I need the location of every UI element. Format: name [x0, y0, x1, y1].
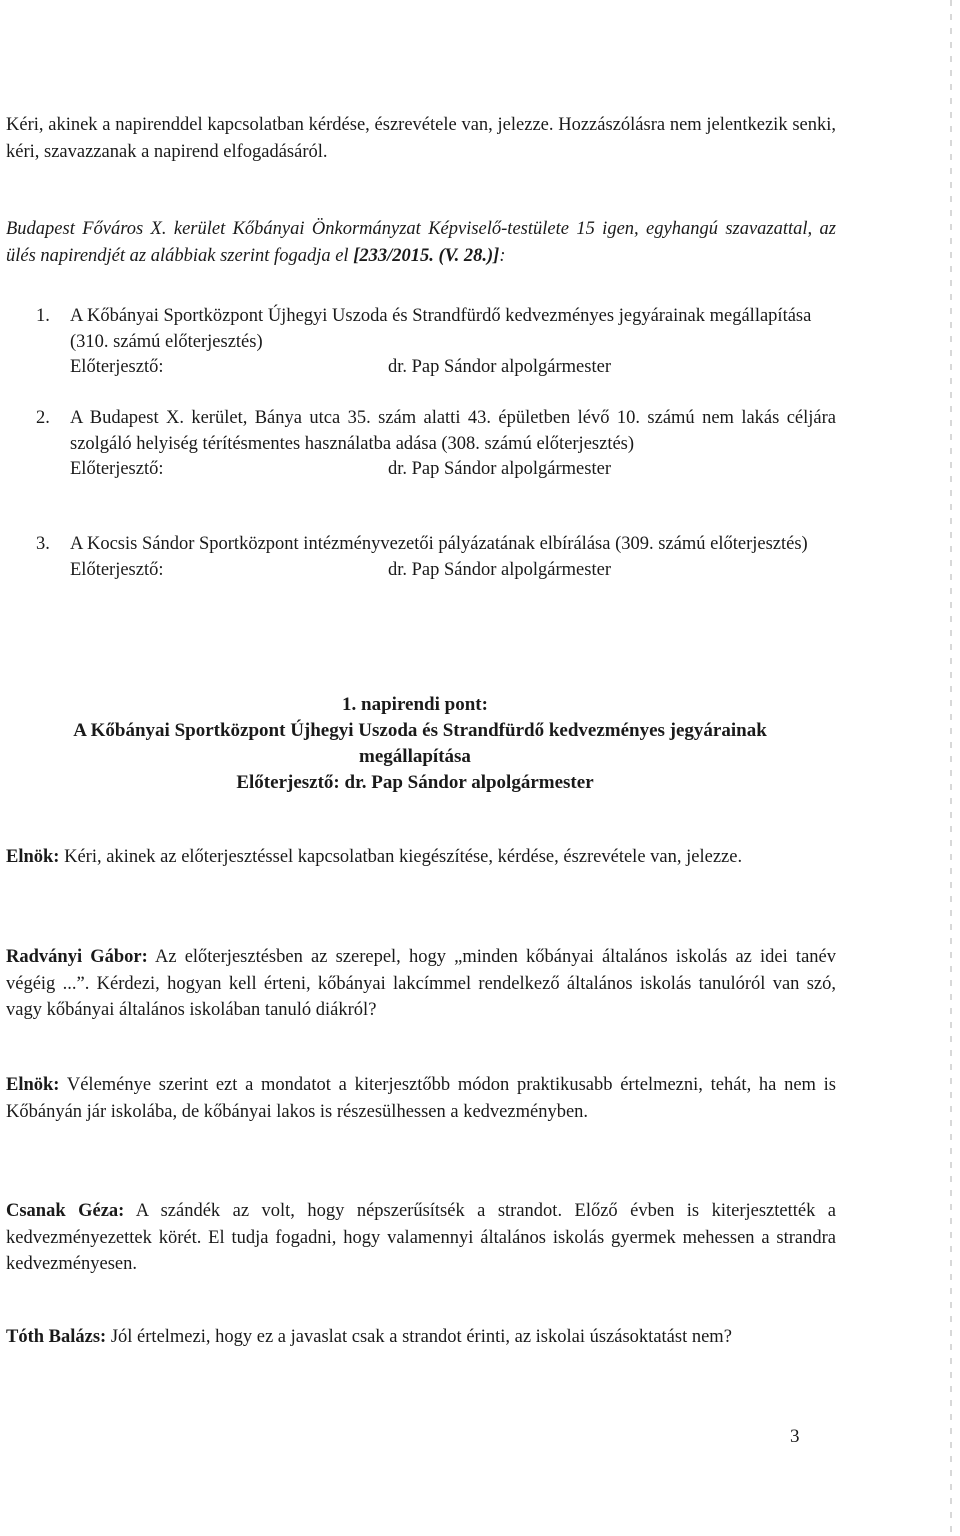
agenda-item-3 [6, 532, 836, 583]
presenter-name: dr. Pap Sándor alpolgármester [388, 459, 611, 479]
agenda-item-text: A Kőbányai Sportközpont Újhegyi Uszoda és Strandfürdő kedvezményes jegyárainak megállapítása (310. számú előterjesztés) [70, 306, 812, 352]
motion-paragraph [6, 216, 836, 269]
presenter-name: dr. Pap Sándor alpolgármester [388, 357, 611, 377]
statement-1 [6, 844, 836, 871]
agenda-item-number: 2. [36, 408, 50, 428]
speaker-name: Tóth Balázs: [6, 1327, 107, 1347]
presenter-label: Előterjesztő: [70, 357, 164, 377]
statement-text: Az előterjesztésben az szerepel, hogy „minden kőbányai általános iskolás az idei tanév végéig ...”. Kérdezi, hogyan kell érteni, kőbányai lakcímmel rendelkező általános iskolás tanulóról van szó, vagy kőbányai általános iskolában tanuló diákról? [6, 947, 836, 1020]
intro-paragraph: Kéri, akinek a napirenddel kapcsolatban kérdése, észrevétele van, jelezze. Hozzászólásra nem jelentkezik senki, kéri, szavazzanak a napirend elfogadásáról. [6, 115, 836, 162]
speaker-name: Csanak Géza: [6, 1201, 125, 1221]
speaker-name: Elnök: [6, 1075, 60, 1095]
section-presenter: Előterjesztő: dr. Pap Sándor alpolgármester [236, 772, 594, 793]
page-number: 3 [790, 1426, 800, 1447]
presenter-label: Előterjesztő: [70, 459, 164, 479]
statement-text: Kéri, akinek az előterjesztéssel kapcsolatban kiegészítése, kérdése, észrevétele van, jelezze. [64, 847, 743, 867]
motion-tail: : [499, 245, 506, 266]
motion-text: Budapest Főváros X. kerület Kőbányai Önkormányzat Képviselő-testülete 15 igen, egyhangú szavazattal, az ülés napirendjét az alábbiak szerint fogadja el [6, 219, 836, 266]
statement-text: A szándék az volt, hogy népszerűsítsék a strandot. Előző évben is kiterjesztették a kedvezményezettek körét. El tudja fogadni, hogy valamennyi általános iskolás gyermek mehessen a strandra kedvezményesen. [6, 1201, 836, 1274]
statement-5 [6, 1324, 836, 1351]
speaker-name: Radványi Gábor: [6, 947, 148, 967]
section-title-line2: megállapítása [359, 746, 471, 767]
speaker-name: Elnök: [6, 847, 60, 867]
presenter-label: Előterjesztő: [70, 559, 164, 580]
agenda-item-number: 1. [36, 306, 50, 326]
agenda-item-text: A Budapest X. kerület, Bánya utca 35. szám alatti 43. épületben lévő 10. számú nem lakás céljára szolgáló helyiség térítésmentes használatba adása (308. számú előterjesztés) [70, 408, 836, 454]
presenter-name: dr. Pap Sándor alpolgármester [388, 559, 611, 580]
resolution-reference: [233/2015. (V. 28.)] [353, 245, 500, 266]
agenda-item-number: 3. [36, 534, 50, 554]
agenda-item-1 [6, 304, 836, 381]
scan-edge-divider [950, 0, 952, 1536]
statement-text: Jól értelmezi, hogy ez a javaslat csak a strandot érinti, az iskolai úszásoktatást nem? [110, 1327, 732, 1347]
section-title-line1: A Kőbányai Sportközpont Újhegyi Uszoda és Strandfürdő kedvezményes jegyárainak [73, 720, 767, 741]
statement-4 [6, 1198, 836, 1278]
agenda-item-text: A Kocsis Sándor Sportközpont intézményvezetői pályázatának elbírálása (309. számú előterjesztés) [70, 534, 808, 554]
statement-text: Véleménye szerint ezt a mondatot a kiterjesztőbb módon praktikusabb értelmezni, tehát, ha nem is Kőbányán jár iskolába, de kőbányai lakos is részesülhessen a kedvezményben. [6, 1075, 836, 1122]
section-heading: 1. napirendi pont: [342, 694, 488, 715]
statement-2 [6, 944, 836, 1024]
agenda-item-2 [6, 406, 836, 483]
statement-3 [6, 1072, 836, 1125]
